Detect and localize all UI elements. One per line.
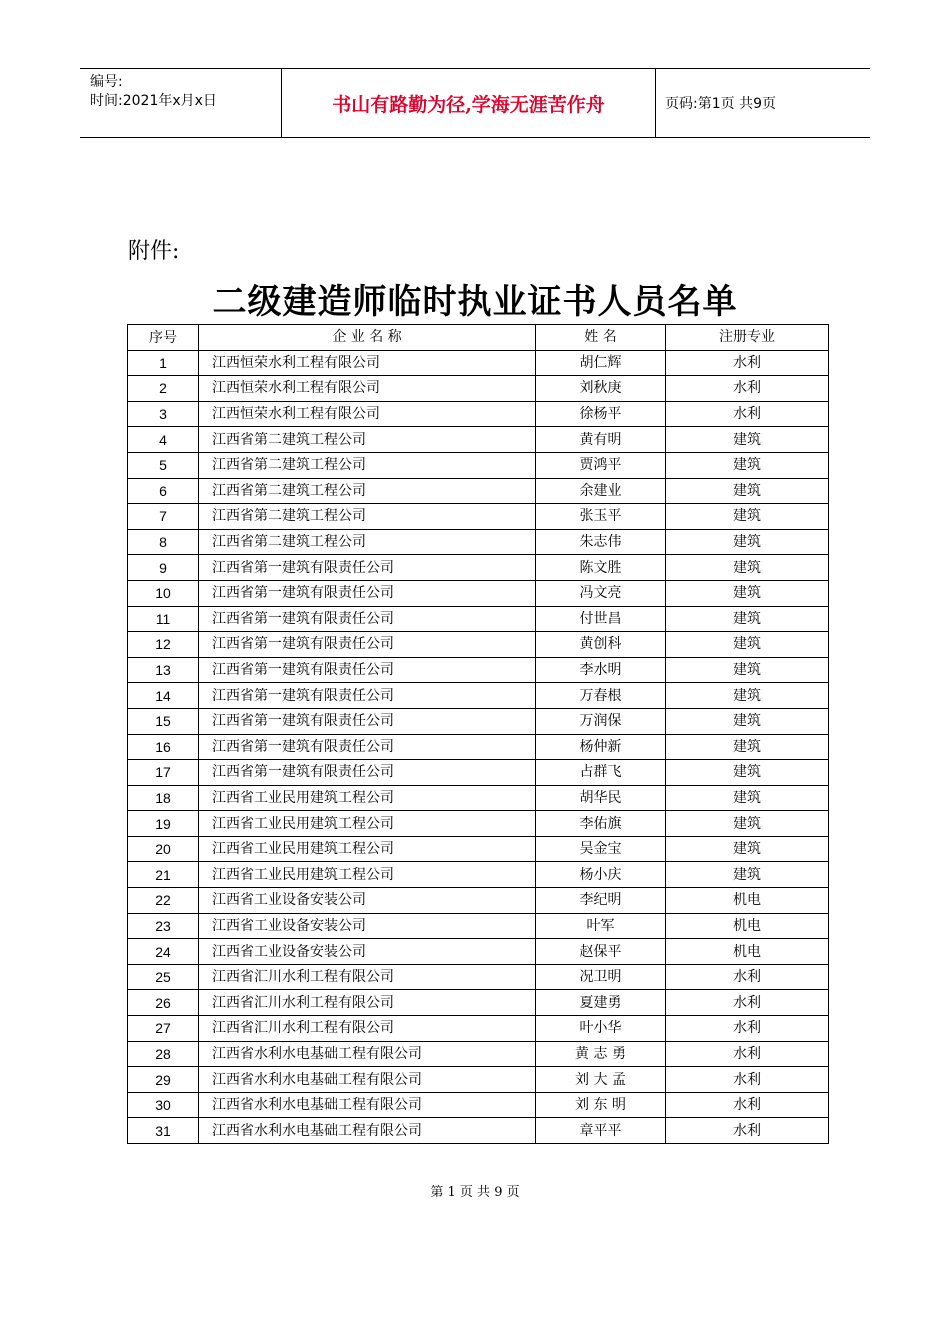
table-row <box>128 580 829 606</box>
company-name: 江西省第一建筑有限责任公司 <box>199 580 536 606</box>
row-number: 8 <box>128 529 199 555</box>
registered-specialty: 水利 <box>666 964 829 990</box>
table-row <box>128 811 829 837</box>
company-name: 江西省水利水电基础工程有限公司 <box>199 1118 536 1144</box>
person-name: 张玉平 <box>536 504 666 530</box>
table-row <box>128 836 829 862</box>
person-name: 杨小庆 <box>536 862 666 888</box>
company-name: 江西省工业民用建筑工程公司 <box>199 785 536 811</box>
registered-specialty: 建筑 <box>666 452 829 478</box>
table-row <box>128 1041 829 1067</box>
company-name: 江西省工业民用建筑工程公司 <box>199 811 536 837</box>
row-number: 11 <box>128 606 199 632</box>
column-header-number: 序号 <box>128 325 199 351</box>
company-name: 江西省第二建筑工程公司 <box>199 427 536 453</box>
header-meta <box>80 69 282 137</box>
company-name: 江西省第二建筑工程公司 <box>199 452 536 478</box>
table-row <box>128 683 829 709</box>
person-name: 叶军 <box>536 913 666 939</box>
table-row <box>128 504 829 530</box>
row-number: 28 <box>128 1041 199 1067</box>
person-name: 朱志伟 <box>536 529 666 555</box>
table-row <box>128 760 829 786</box>
company-name: 江西省汇川水利工程有限公司 <box>199 964 536 990</box>
person-name: 冯文亮 <box>536 580 666 606</box>
row-number: 2 <box>128 376 199 402</box>
registered-specialty: 建筑 <box>666 504 829 530</box>
registered-specialty: 机电 <box>666 939 829 965</box>
company-name: 江西省工业民用建筑工程公司 <box>199 836 536 862</box>
person-name: 夏建勇 <box>536 990 666 1016</box>
person-name: 叶小华 <box>536 1016 666 1042</box>
row-number: 3 <box>128 401 199 427</box>
table-row <box>128 888 829 914</box>
table-row <box>128 708 829 734</box>
document-title: 二级建造师临时执业证书人员名单 <box>212 282 738 322</box>
company-name: 江西省第二建筑工程公司 <box>199 504 536 530</box>
registered-specialty: 机电 <box>666 913 829 939</box>
registered-specialty: 水利 <box>666 376 829 402</box>
registered-specialty: 建筑 <box>666 785 829 811</box>
registered-specialty: 建筑 <box>666 708 829 734</box>
table-row <box>128 632 829 658</box>
registered-specialty: 建筑 <box>666 760 829 786</box>
registered-specialty: 建筑 <box>666 580 829 606</box>
company-name: 江西省第一建筑有限责任公司 <box>199 606 536 632</box>
header-page-code: 页码:第1页 共9页 <box>665 96 776 112</box>
person-name: 刘 东 明 <box>536 1092 666 1118</box>
company-name: 江西省第二建筑工程公司 <box>199 529 536 555</box>
registered-specialty: 建筑 <box>666 657 829 683</box>
company-name: 江西恒荣水利工程有限公司 <box>199 350 536 376</box>
table-row <box>128 734 829 760</box>
row-number: 6 <box>128 478 199 504</box>
table-row <box>128 785 829 811</box>
row-number: 21 <box>128 862 199 888</box>
row-number: 26 <box>128 990 199 1016</box>
person-name: 黄有明 <box>536 427 666 453</box>
table-row <box>128 427 829 453</box>
table-row <box>128 990 829 1016</box>
company-name: 江西省第一建筑有限责任公司 <box>199 683 536 709</box>
registered-specialty: 水利 <box>666 1118 829 1144</box>
person-name: 况卫明 <box>536 964 666 990</box>
person-name: 黄创科 <box>536 632 666 658</box>
row-number: 27 <box>128 1016 199 1042</box>
company-name: 江西省工业设备安装公司 <box>199 888 536 914</box>
table-row <box>128 939 829 965</box>
person-name: 刘秋庚 <box>536 376 666 402</box>
column-header-company: 企 业 名 称 <box>199 325 536 351</box>
column-header-name: 姓 名 <box>536 325 666 351</box>
row-number: 4 <box>128 427 199 453</box>
company-name: 江西省第二建筑工程公司 <box>199 478 536 504</box>
table-row <box>128 862 829 888</box>
row-number: 23 <box>128 913 199 939</box>
row-number: 12 <box>128 632 199 658</box>
person-name: 贾鸿平 <box>536 452 666 478</box>
row-number: 17 <box>128 760 199 786</box>
row-number: 10 <box>128 580 199 606</box>
registered-specialty: 水利 <box>666 990 829 1016</box>
company-name: 江西省水利水电基础工程有限公司 <box>199 1067 536 1093</box>
row-number: 18 <box>128 785 199 811</box>
row-number: 5 <box>128 452 199 478</box>
company-name: 江西省第一建筑有限责任公司 <box>199 632 536 658</box>
row-number: 29 <box>128 1067 199 1093</box>
row-number: 30 <box>128 1092 199 1118</box>
row-number: 14 <box>128 683 199 709</box>
person-name: 杨仲新 <box>536 734 666 760</box>
person-name: 胡华民 <box>536 785 666 811</box>
person-name: 章平平 <box>536 1118 666 1144</box>
page-footer: 第 1 页 共 9 页 <box>430 1185 520 1200</box>
registered-specialty: 建筑 <box>666 555 829 581</box>
registered-specialty: 水利 <box>666 1092 829 1118</box>
registered-specialty: 建筑 <box>666 427 829 453</box>
roster-body <box>128 350 829 1143</box>
company-name: 江西省汇川水利工程有限公司 <box>199 990 536 1016</box>
table-row <box>128 1067 829 1093</box>
page-header <box>80 68 870 138</box>
person-name: 徐杨平 <box>536 401 666 427</box>
registered-specialty: 水利 <box>666 350 829 376</box>
table-row <box>128 1016 829 1042</box>
registered-specialty: 水利 <box>666 1041 829 1067</box>
company-name: 江西省第一建筑有限责任公司 <box>199 760 536 786</box>
table-row <box>128 1118 829 1144</box>
table-row <box>128 350 829 376</box>
row-number: 31 <box>128 1118 199 1144</box>
row-number: 15 <box>128 708 199 734</box>
registered-specialty: 水利 <box>666 401 829 427</box>
row-number: 7 <box>128 504 199 530</box>
table-row <box>128 606 829 632</box>
table-row <box>128 478 829 504</box>
table-row <box>128 452 829 478</box>
company-name: 江西省第一建筑有限责任公司 <box>199 734 536 760</box>
registered-specialty: 建筑 <box>666 529 829 555</box>
company-name: 江西省第一建筑有限责任公司 <box>199 657 536 683</box>
person-name: 李佑旗 <box>536 811 666 837</box>
registered-specialty: 建筑 <box>666 862 829 888</box>
row-number: 9 <box>128 555 199 581</box>
company-name: 江西恒荣水利工程有限公司 <box>199 401 536 427</box>
document-number-label: 编号: <box>90 74 123 90</box>
registered-specialty: 建筑 <box>666 811 829 837</box>
row-number: 22 <box>128 888 199 914</box>
registered-specialty: 水利 <box>666 1016 829 1042</box>
person-name: 胡仁辉 <box>536 350 666 376</box>
person-name: 陈文胜 <box>536 555 666 581</box>
registered-specialty: 建筑 <box>666 632 829 658</box>
person-name: 万润保 <box>536 708 666 734</box>
column-header-specialty: 注册专业 <box>666 325 829 351</box>
company-name: 江西省工业设备安装公司 <box>199 913 536 939</box>
table-row <box>128 401 829 427</box>
company-name: 江西省第一建筑有限责任公司 <box>199 555 536 581</box>
header-motto: 书山有路勤为径,学海无涯苦作舟 <box>282 69 656 137</box>
row-number: 25 <box>128 964 199 990</box>
person-name: 黄 志 勇 <box>536 1041 666 1067</box>
table-row <box>128 529 829 555</box>
person-name: 万春根 <box>536 683 666 709</box>
table-row <box>128 964 829 990</box>
registered-specialty: 建筑 <box>666 734 829 760</box>
person-name: 吴金宝 <box>536 836 666 862</box>
registered-specialty: 建筑 <box>666 478 829 504</box>
company-name: 江西省工业民用建筑工程公司 <box>199 862 536 888</box>
company-name: 江西省工业设备安装公司 <box>199 939 536 965</box>
person-name: 李水明 <box>536 657 666 683</box>
attachment-label: 附件: <box>128 239 180 264</box>
registered-specialty: 建筑 <box>666 683 829 709</box>
document-time-label: 时间:2021年x月x日 <box>90 93 217 109</box>
row-number: 20 <box>128 836 199 862</box>
row-number: 13 <box>128 657 199 683</box>
registered-specialty: 机电 <box>666 888 829 914</box>
company-name: 江西省第一建筑有限责任公司 <box>199 708 536 734</box>
registered-specialty: 水利 <box>666 1067 829 1093</box>
row-number: 16 <box>128 734 199 760</box>
person-name: 余建业 <box>536 478 666 504</box>
table-row <box>128 913 829 939</box>
company-name: 江西省水利水电基础工程有限公司 <box>199 1041 536 1067</box>
table-row <box>128 376 829 402</box>
row-number: 24 <box>128 939 199 965</box>
person-name: 付世昌 <box>536 606 666 632</box>
table-header-row <box>128 325 829 351</box>
table-row <box>128 1092 829 1118</box>
table-row <box>128 657 829 683</box>
row-number: 1 <box>128 350 199 376</box>
person-name: 占群飞 <box>536 760 666 786</box>
company-name: 江西省汇川水利工程有限公司 <box>199 1016 536 1042</box>
table-row <box>128 555 829 581</box>
company-name: 江西省水利水电基础工程有限公司 <box>199 1092 536 1118</box>
company-name: 江西恒荣水利工程有限公司 <box>199 376 536 402</box>
registered-specialty: 建筑 <box>666 606 829 632</box>
person-name: 刘 大 孟 <box>536 1067 666 1093</box>
row-number: 19 <box>128 811 199 837</box>
person-name: 李纪明 <box>536 888 666 914</box>
roster-table <box>127 324 829 1144</box>
person-name: 赵保平 <box>536 939 666 965</box>
registered-specialty: 建筑 <box>666 836 829 862</box>
